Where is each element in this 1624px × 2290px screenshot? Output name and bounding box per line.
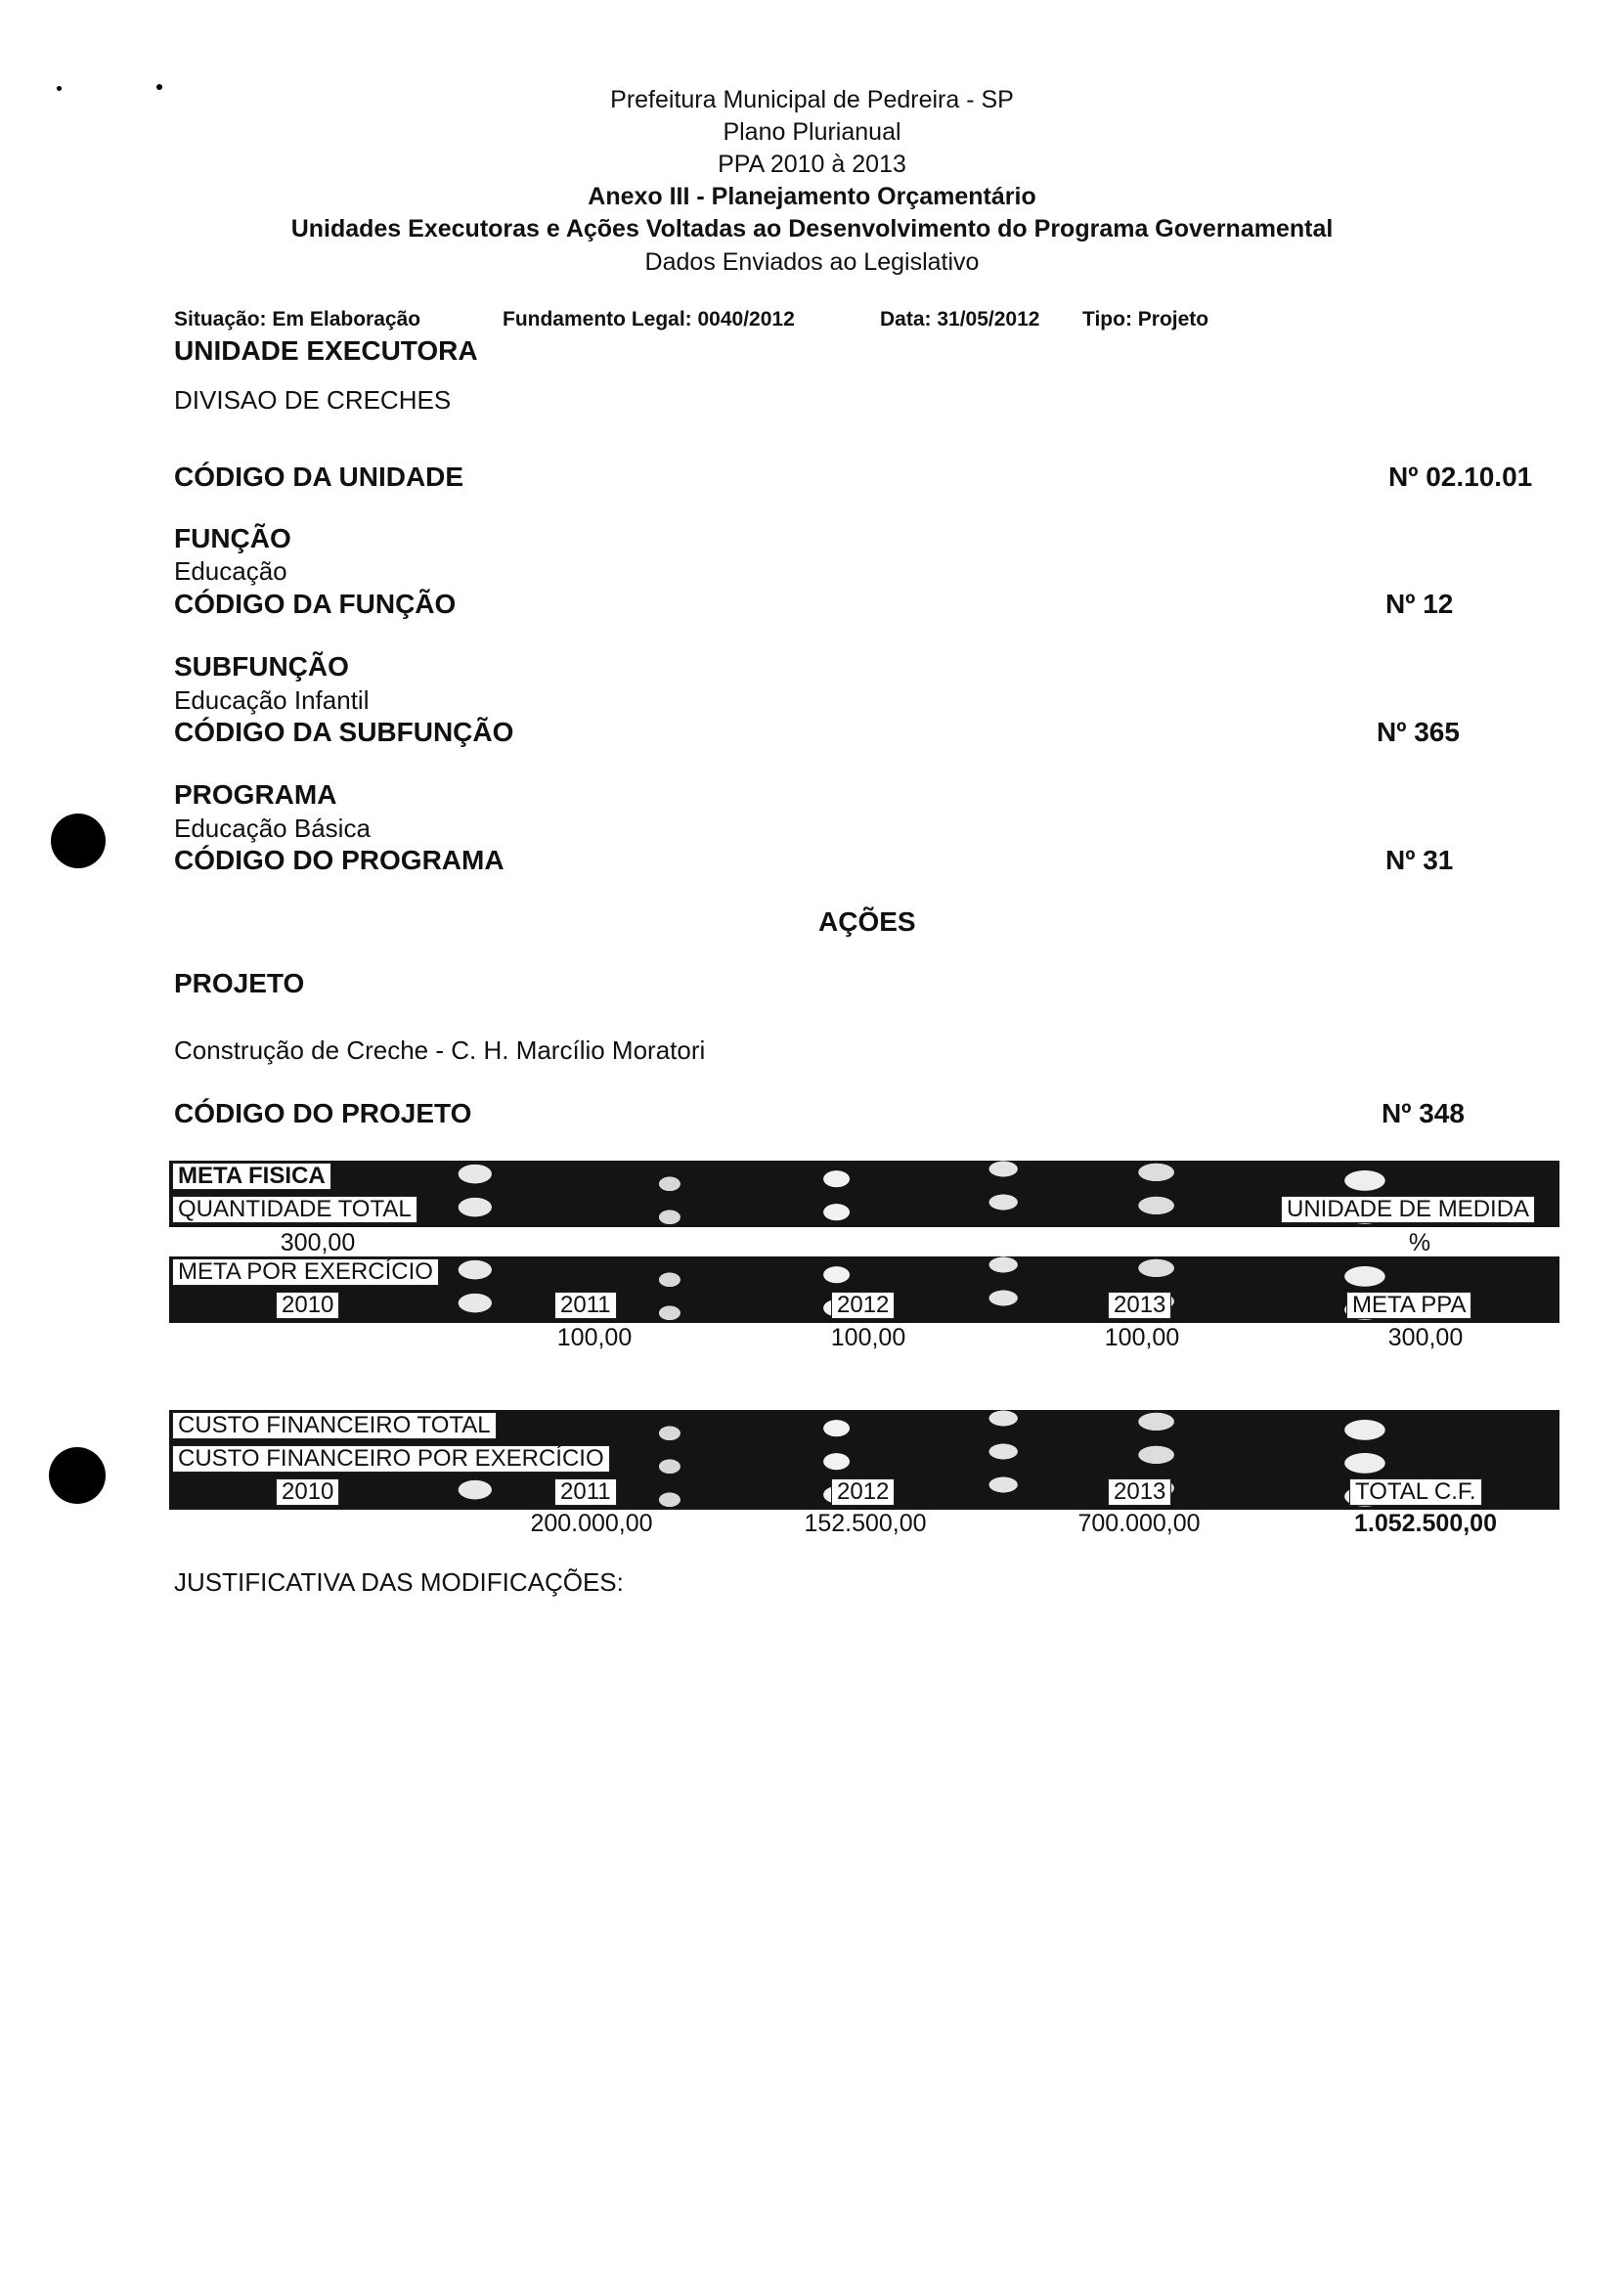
codigo-unidade-label: CÓDIGO DA UNIDADE [174,462,464,492]
codigo-funcao-value: Nº 12 [1385,589,1454,619]
quantidade-total-value: 300,00 [280,1229,356,1256]
funcao-label: FUNÇÃO [174,523,291,553]
meta-fisica-band-1 [169,1161,1559,1194]
codigo-projeto-label: CÓDIGO DO PROJETO [174,1098,472,1128]
codigo-programa-label: CÓDIGO DO PROGRAMA [174,845,505,875]
data: Data: 31/05/2012 [880,308,1040,330]
unidade-medida-value: % [1408,1229,1431,1256]
meta-fisica-title: META FISICA [172,1163,331,1190]
custo-value-2011: 200.000,00 [530,1510,653,1537]
meta-ppa-label: META PPA [1346,1292,1471,1319]
justificativa-label: JUSTIFICATIVA DAS MODIFICAÇÕES: [174,1567,624,1597]
custo-por-exercicio-label: CUSTO FINANCEIRO POR EXERCÍCIO [172,1445,610,1473]
header-line-1: Prefeitura Municipal de Pedreira - SP [610,86,1014,113]
projeto-label: PROJETO [174,968,305,998]
fundamento-legal: Fundamento Legal: 0040/2012 [503,308,795,330]
header-line-2: Plano Plurianual [723,118,901,146]
programa-name: Educação Básica [174,814,371,843]
unidade-executora-name: DIVISAO DE CRECHES [174,385,452,415]
total-cf-label: TOTAL C.F. [1349,1478,1482,1506]
meta-value-2013: 100,00 [1104,1324,1180,1351]
subfuncao-label: SUBFUNÇÃO [174,651,349,682]
meta-value-2011: 100,00 [556,1324,633,1351]
tipo: Tipo: Projeto [1082,308,1209,330]
punch-hole [49,1447,106,1504]
codigo-projeto-value: Nº 348 [1382,1098,1465,1128]
programa-label: PROGRAMA [174,779,337,810]
meta-value-2012: 100,00 [830,1324,906,1351]
meta-year-2011: 2011 [554,1292,617,1319]
header-line-6: Dados Enviados ao Legislativo [644,248,980,276]
custo-value-2012: 152.500,00 [804,1510,927,1537]
codigo-unidade-value: Nº 02.10.01 [1388,462,1533,492]
custo-value-2013: 700.000,00 [1077,1510,1201,1537]
codigo-funcao-label: CÓDIGO DA FUNÇÃO [174,589,457,619]
meta-ppa-value: 300,00 [1387,1324,1464,1351]
situacao: Situação: Em Elaboração [174,308,421,330]
quantidade-total-label: QUANTIDADE TOTAL [172,1196,417,1223]
codigo-programa-value: Nº 31 [1385,845,1454,875]
custo-total-label: CUSTO FINANCEIRO TOTAL [172,1412,497,1439]
unidade-medida-label: UNIDADE DE MEDIDA [1281,1196,1535,1223]
custo-year-2011: 2011 [554,1478,617,1506]
total-cf-value: 1.052.500,00 [1354,1510,1497,1537]
punch-hole [51,814,106,868]
projeto-name: Construção de Creche - C. H. Marcílio Moratori [174,1035,706,1065]
meta-year-2010: 2010 [276,1292,339,1319]
header-line-3: PPA 2010 à 2013 [718,151,906,178]
custo-year-2012: 2012 [831,1478,895,1506]
header-line-5: Unidades Executoras e Ações Voltadas ao Desenvolvimento do Programa Governamental [290,215,1334,242]
meta-year-2012: 2012 [831,1292,895,1319]
acoes-title: AÇÕES [818,906,916,937]
subfuncao-name: Educação Infantil [174,685,370,715]
custo-year-2010: 2010 [276,1478,339,1506]
codigo-subfuncao-label: CÓDIGO DA SUBFUNÇÃO [174,717,514,747]
meta-year-2013: 2013 [1108,1292,1171,1319]
header-line-4: Anexo III - Planejamento Orçamentário [588,183,1036,210]
custo-year-2013: 2013 [1108,1478,1171,1506]
funcao-name: Educação [174,556,287,586]
meta-por-exercicio-label: META POR EXERCÍCIO [172,1258,439,1286]
unidade-executora-label: UNIDADE EXECUTORA [174,335,478,366]
codigo-subfuncao-value: Nº 365 [1377,717,1460,747]
